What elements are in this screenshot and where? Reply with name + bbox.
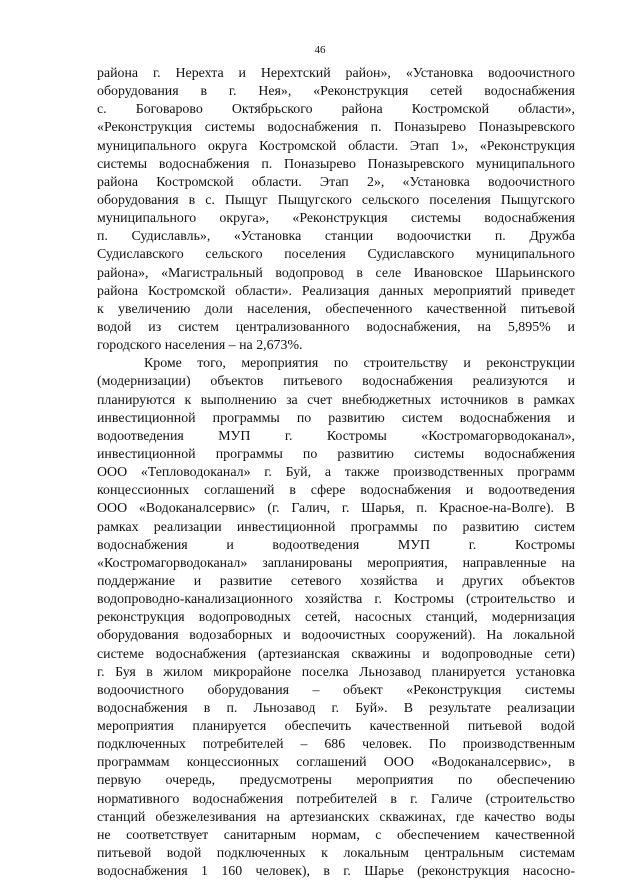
text-line: ООО «Водоканалсервис» (г. Галич, г. Шарья, п. Красное-на-Волге). В — [97, 501, 575, 517]
text-line: нормативного водоснабжения потребителей в г. Галиче (строительство — [97, 791, 575, 807]
text-line: мероприятия планируется обеспечить качественной питьевой водой — [97, 719, 575, 735]
text-line: с. Боговарово Октябрьского района Костромской области», — [97, 102, 575, 118]
text-line: ООО «Тепловодоканал» г. Буй, а также производственных программ — [97, 465, 575, 481]
text-line: реконструкция водопроводных сетей, насосных станций, модернизация — [97, 610, 575, 626]
text-line: оборудования в г. Нея», «Реконструкция сетей водоснабжения — [97, 84, 575, 100]
text-line: водоснабжения и водоотведения МУП г. Костромы — [97, 537, 575, 553]
text-line: муниципального округа», «Реконструкция системы водоснабжения — [97, 211, 575, 227]
text-line: района Костромской области. Этап 2», «Установка водоочистного — [97, 174, 575, 190]
text-line: инвестиционной программы по развитию систем водоснабжения и — [97, 410, 575, 426]
text-line: питьевой водой подключенных к локальным центральным системам — [97, 846, 575, 862]
text-line: рамках реализации инвестиционной программы по развитию систем — [97, 519, 575, 535]
text-line: системы водоснабжения п. Поназырево Поназыревского муниципального — [97, 156, 575, 172]
text-line: водопроводно-канализационного хозяйства г. Костромы (строительство и — [97, 592, 575, 608]
text-line: п. Судиславль», «Установка станции водоочистки п. Дружба — [97, 229, 575, 245]
text-line: г. Буя в жилом микрорайоне поселка Льнозавод планируется установка — [97, 664, 575, 680]
text-line: муниципального округа Костромской области. Этап 1», «Реконструкция — [97, 138, 575, 154]
text-line: инвестиционной программы по развитию системы водоснабжения — [97, 446, 575, 462]
paragraph — [97, 355, 575, 881]
text-line: планируются к выполнению за счет внебюджетных источников в рамках — [97, 392, 575, 408]
text-line: Кроме того, мероприятия по строительству и реконструкции — [144, 356, 575, 372]
text-line: водоочистного оборудования – объект «Реконструкция системы — [97, 682, 575, 698]
text-line: концессионных соглашений в сфере водоснабжения и водоотведения — [97, 483, 575, 499]
document-body — [97, 65, 575, 881]
text-line: поддержание и развитие сетевого хозяйства и других объектов — [97, 573, 575, 589]
text-line: района Костромской области». Реализация данных мероприятий приведет — [97, 283, 575, 299]
text-line: водой из систем централизованного водоснабжения, на 5,895% и — [97, 319, 575, 335]
text-line: (модернизации) объектов питьевого водоснабжения реализуются и — [97, 374, 575, 390]
text-line: городского населения – на 2,673%. — [97, 338, 303, 354]
page-number: 46 — [314, 44, 326, 56]
text-line: водоснабжения в п. Льнозавод г. Буй». В результате реализации — [97, 700, 575, 716]
paragraph — [97, 65, 575, 355]
text-line: водоснабжения 1 160 человек), в г. Шарье (реконструкция насосно- — [97, 864, 575, 880]
text-line: первую очередь, предусмотрены мероприятия по обеспечению — [97, 773, 575, 789]
text-line: района», «Магистральный водопровод в селе Ивановское Шарьинского — [97, 265, 575, 281]
text-line: «Реконструкция системы водоснабжения п. Поназырево Поназыревского — [97, 120, 575, 136]
text-line: водоотведения МУП г. Костромы «Костромагорводоканал», — [97, 428, 575, 444]
text-line: подключенных потребителей – 686 человек. По производственным — [97, 737, 575, 753]
text-line: станций обезжелезивания на артезианских скважинах, где качество воды — [97, 809, 575, 825]
text-line: оборудования водозаборных и водоочистных сооружений). На локальной — [97, 628, 575, 644]
text-line: к увеличению доли населения, обеспеченного качественной питьевой — [97, 301, 575, 317]
text-line: оборудования в с. Пыщуг Пыщугского сельского поселения Пыщугского — [97, 192, 575, 208]
text-line: программам концессионных соглашений ООО «Водоканалсервис», в — [97, 755, 575, 771]
text-line: «Костромагорводоканал» запланированы мероприятия, направленные на — [97, 555, 575, 571]
text-line: не соответствует санитарным нормам, с обеспечением качественной — [97, 827, 575, 843]
text-line: системе водоснабжения (артезианская скважины и водопроводные сети) — [97, 646, 575, 662]
text-line: района г. Нерехта и Нерехтский район», «Установка водоочистного — [97, 66, 575, 81]
text-line: Судиславского сельского поселения Судиславского муниципального — [97, 247, 575, 263]
